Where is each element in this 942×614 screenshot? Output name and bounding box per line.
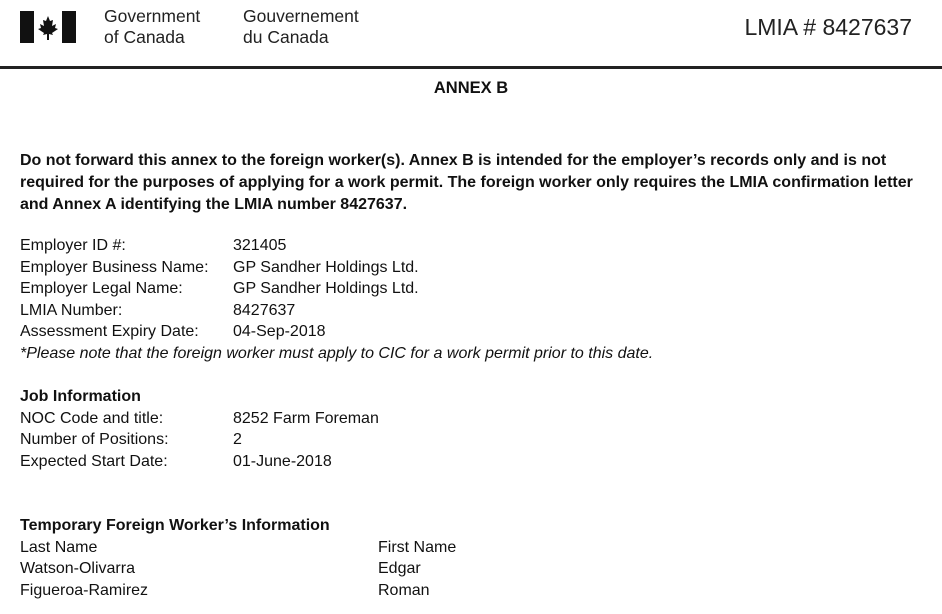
employer-row [20,278,653,300]
first-name: Roman [378,581,430,599]
employer-info [20,235,653,364]
field-label: NOC Code and title: [20,409,164,427]
gov-en-line2: of Canada [104,27,185,47]
field-label: Expected Start Date: [20,452,168,470]
employer-row [20,321,653,343]
field-value: 321405 [233,237,287,254]
notice-paragraph: Do not forward this annex to the foreign worker(s). Annex B is intended for the employer’s records only and is not required for the purposes of applying for a work permit. The foreign worker only requires the LMIA confirmation letter and Annex A identifying the LMIA number 8427637. [20,152,913,213]
field-value: GP Sandher Holdings Ltd. [233,280,419,297]
job-row [20,451,379,473]
field-label: Employer Business Name: [20,258,209,276]
tfw-heading: Temporary Foreign Worker’s Information [20,517,330,534]
header-divider [0,66,942,69]
column-header-last-name: Last Name [20,538,98,556]
job-row [20,408,379,430]
field-label: Assessment Expiry Date: [20,323,199,340]
job-row [20,429,379,451]
lmia-reference: LMIA # 8427637 [744,14,912,40]
field-value: GP Sandher Holdings Ltd. [233,258,419,276]
field-value: 01-June-2018 [233,452,332,470]
gov-name-fr [243,6,359,48]
field-label: Number of Positions: [20,431,169,448]
field-label: LMIA Number: [20,301,123,319]
field-value: 04-Sep-2018 [233,323,326,340]
canada-flag-logo-icon [20,11,76,43]
tfw-header-row [20,537,456,559]
field-label: Employer Legal Name: [20,280,183,297]
last-name: Watson-Olivarra [20,560,135,577]
last-name: Figueroa-Ramirez [20,581,149,599]
table-row [20,558,456,580]
column-header-first-name: First Name [378,538,457,556]
job-info [20,386,379,472]
field-value: 8252 Farm Foreman [233,409,379,427]
field-label: Employer ID #: [20,237,126,254]
gov-fr-line1: Gouvernement [243,6,359,26]
field-value: 2 [233,431,242,448]
gov-en-line1: Government [104,6,201,26]
employer-row [20,300,653,322]
first-name: Edgar [378,560,421,577]
employer-row [20,235,653,257]
employer-row [20,257,653,279]
job-heading: Job Information [20,388,141,405]
table-row [20,580,456,602]
field-value: 8427637 [233,301,296,319]
gov-name-en [104,6,200,48]
expiry-note: *Please note that the foreign worker must apply to CIC for a work permit prior to this date. [20,344,654,362]
tfw-info [20,515,456,601]
page-title: ANNEX B [433,79,509,97]
gov-fr-line2: du Canada [243,27,329,47]
